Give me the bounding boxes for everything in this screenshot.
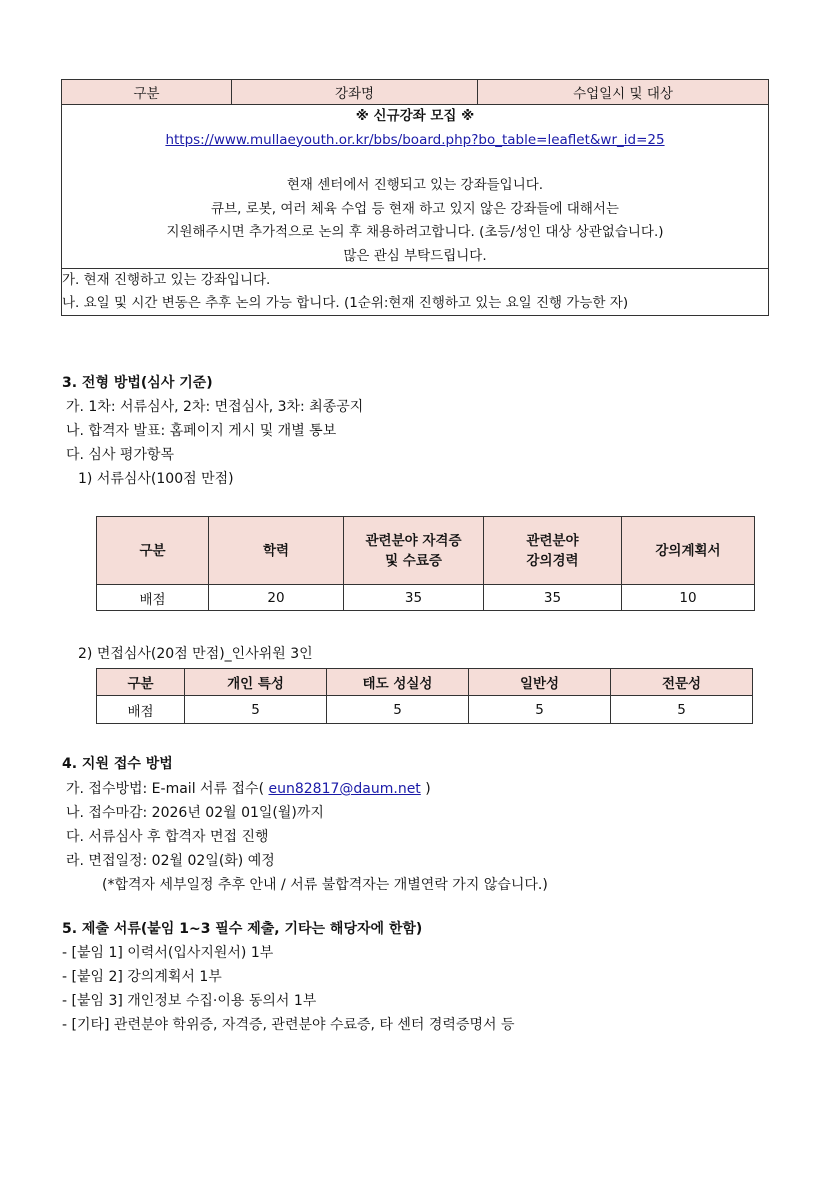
score1-header: 학력 xyxy=(209,517,344,585)
notice-line: 많은 관심 부탁드립니다. xyxy=(343,247,487,264)
application-method: 가. 접수방법: E-mail 서류 접수( eun82817@daum.net ) xyxy=(66,781,431,797)
document-review-score-table xyxy=(96,516,755,611)
section4-item: 라. 면접일정: 02월 02일(화) 예정 xyxy=(66,853,275,869)
score2-cell: 5 xyxy=(185,696,327,724)
section3-item: 다. 심사 평가항목 xyxy=(66,447,175,463)
email-link[interactable]: eun82817@daum.net xyxy=(268,781,421,797)
score2-header: 일반성 xyxy=(469,669,611,696)
score2-header: 태도 성실성 xyxy=(327,669,469,696)
document-item: - [붙임 3] 개인정보 수집·이용 동의서 1부 xyxy=(62,993,317,1009)
notice-link[interactable]: https://www.mullaeyouth.or.kr/bbs/board.php?bo_table=leaflet&wr_id=25 xyxy=(165,131,665,148)
course-table xyxy=(61,79,769,316)
score2-cell: 5 xyxy=(469,696,611,724)
section3-item: 가. 1차: 서류심사, 2차: 면접심사, 3차: 최종공지 xyxy=(66,399,364,415)
section4-item: 다. 서류심사 후 합격자 면접 진행 xyxy=(66,829,269,845)
col-header-category: 구분 xyxy=(62,80,232,105)
document-review-title: 1) 서류심사(100점 만점) xyxy=(78,471,234,487)
note-item: 나. 요일 및 시간 변동은 추후 논의 가능 합니다. (1순위:현재 진행하고 있는 요일 진행 가능한 자) xyxy=(62,295,629,311)
section4-note: (*합격자 세부일정 추후 안내 / 서류 불합격자는 개별연락 가지 않습니다.) xyxy=(102,877,548,893)
section3-title: 3. 전형 방법(심사 기준) xyxy=(62,375,213,391)
course-table-header xyxy=(62,80,769,105)
document-item: - [붙임 1] 이력서(입사지원서) 1부 xyxy=(62,945,274,961)
col-header-course-name: 강좌명 xyxy=(232,80,478,105)
score2-cell: 5 xyxy=(327,696,469,724)
score1-header: 관련분야 강의경력 xyxy=(484,517,622,585)
score1-cell: 35 xyxy=(344,585,484,611)
score1-cell: 배점 xyxy=(97,585,209,611)
score2-header: 전문성 xyxy=(611,669,753,696)
score1-header: 관련분야 자격증 및 수료증 xyxy=(344,517,484,585)
score2-cell: 배점 xyxy=(97,696,185,724)
course-notes xyxy=(62,269,769,316)
recruit-notice xyxy=(62,105,769,269)
score1-header: 구분 xyxy=(97,517,209,585)
score2-cell: 5 xyxy=(611,696,753,724)
notice-line: 큐브, 로봇, 여러 체육 수업 등 현재 하고 있지 않은 강좌들에 대해서는 xyxy=(211,200,619,217)
notice-line: 지원해주시면 추가적으로 논의 후 채용하려고합니다. (초등/성인 대상 상관없습니다.) xyxy=(166,224,664,240)
interview-review-title: 2) 면접심사(20점 만점)_인사위원 3인 xyxy=(78,646,313,662)
note-item: 가. 현재 진행하고 있는 강좌입니다. xyxy=(62,272,271,288)
score1-cell: 10 xyxy=(622,585,755,611)
document-item: - [붙임 2] 강의계획서 1부 xyxy=(62,969,222,985)
notice-title: ※ 신규강좌 모집 ※ xyxy=(355,108,475,124)
notice-line: 현재 센터에서 진행되고 있는 강좌들입니다. xyxy=(286,177,544,193)
section5-title: 5. 제출 서류(붙임 1~3 필수 제출, 기타는 해당자에 한함) xyxy=(62,921,423,937)
score1-cell: 35 xyxy=(484,585,622,611)
section3-item: 나. 합격자 발표: 홈페이지 게시 및 개별 통보 xyxy=(66,423,337,439)
score2-header: 개인 특성 xyxy=(185,669,327,696)
section4-title: 4. 지원 접수 방법 xyxy=(62,756,173,772)
col-header-schedule-target: 수업일시 및 대상 xyxy=(478,80,769,105)
score2-header: 구분 xyxy=(97,669,185,696)
section4-item: 나. 접수마감: 2026년 02월 01일(월)까지 xyxy=(66,805,324,821)
document-item: - [기타] 관련분야 학위증, 자격증, 관련분야 수료증, 타 센터 경력증명서 등 xyxy=(62,1017,515,1033)
interview-score-table xyxy=(96,668,753,724)
score1-header: 강의계획서 xyxy=(622,517,755,585)
score1-cell: 20 xyxy=(209,585,344,611)
